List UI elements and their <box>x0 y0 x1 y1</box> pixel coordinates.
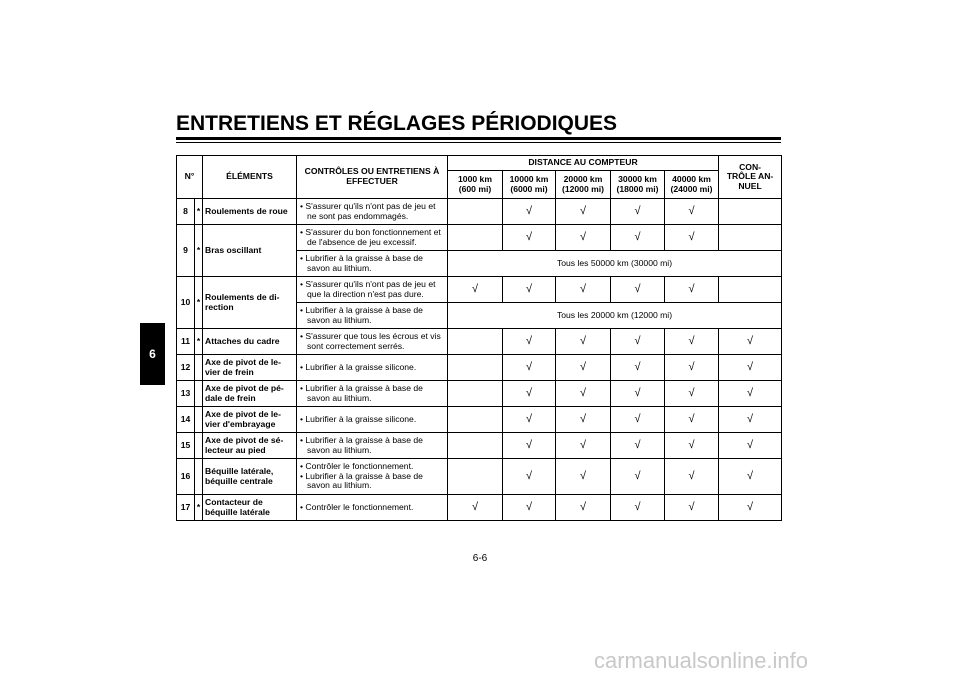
row-number: 15 <box>177 433 195 459</box>
check-cell: √ <box>665 225 719 251</box>
row-number: 16 <box>177 459 195 495</box>
row-number: 14 <box>177 407 195 433</box>
header-annual-line2: TRÔLE AN- <box>726 171 774 182</box>
check-cell: √ <box>665 459 719 495</box>
check-cell: √ <box>556 277 611 303</box>
check-cell: √ <box>556 381 611 407</box>
check-cell: √ <box>556 329 611 355</box>
row-control: • S'assurer qu'ils n'ont pas de jeu et ne sont pas endommagés. <box>297 199 448 225</box>
check-cell <box>448 225 503 251</box>
row-number: 10 <box>177 277 195 329</box>
check-cell: √ <box>719 329 782 355</box>
check-cell: √ <box>503 459 556 495</box>
check-cell: √ <box>611 277 665 303</box>
row-control: • S'assurer qu'ils n'ont pas de jeu et que la direction n'est pas dure. <box>297 277 448 303</box>
check-cell <box>719 199 782 225</box>
check-cell <box>448 407 503 433</box>
row-control: • Lubrifier à la graisse à base de savon au lithium. <box>297 433 448 459</box>
check-cell: √ <box>719 459 782 495</box>
check-cell: √ <box>448 495 503 521</box>
check-cell: √ <box>503 433 556 459</box>
row-number: 12 <box>177 355 195 381</box>
check-cell <box>448 433 503 459</box>
row-star: * <box>195 329 203 355</box>
table-row <box>177 407 782 433</box>
check-cell: √ <box>503 355 556 381</box>
table-row <box>177 355 782 381</box>
table-row <box>177 329 782 355</box>
check-cell: √ <box>665 495 719 521</box>
row-number: 8 <box>177 199 195 225</box>
header-distance: DISTANCE AU COMPTEUR <box>448 156 719 171</box>
row-star: * <box>195 199 203 225</box>
watermark: carmanualsonline.info <box>594 648 809 673</box>
header-controls <box>297 156 448 199</box>
check-cell: √ <box>611 495 665 521</box>
row-control: • Lubrifier à la graisse à base de savon au lithium. <box>297 381 448 407</box>
check-cell: √ <box>719 381 782 407</box>
header-interval: 1000 km (600 mi) <box>448 171 503 199</box>
check-cell: √ <box>611 407 665 433</box>
row-element: Béquille latérale, béquille centrale <box>203 459 297 495</box>
header-annual-line1: CON- <box>739 161 762 172</box>
row-element: Axe de pivot de pé- dale de frein <box>203 381 297 407</box>
check-cell <box>448 459 503 495</box>
check-cell: √ <box>556 225 611 251</box>
maintenance-table <box>176 155 782 521</box>
check-cell: √ <box>503 277 556 303</box>
row-element: Contacteur de béquille latérale <box>203 495 297 521</box>
check-cell: √ <box>719 433 782 459</box>
check-cell: √ <box>611 199 665 225</box>
check-cell: √ <box>665 199 719 225</box>
row-star <box>195 407 203 433</box>
row-star: * <box>195 277 203 329</box>
check-cell: √ <box>665 355 719 381</box>
check-cell: √ <box>719 495 782 521</box>
chapter-tab: 6 <box>140 323 165 385</box>
check-cell: √ <box>611 433 665 459</box>
row-star <box>195 459 203 495</box>
row-control: • S'assurer du bon fonctionnement et de l'absence de jeu excessif. <box>297 225 448 251</box>
row-star: * <box>195 225 203 277</box>
row-number: 11 <box>177 329 195 355</box>
header-elements: ÉLÉMENTS <box>203 156 297 199</box>
check-cell: √ <box>719 407 782 433</box>
check-cell <box>719 225 782 251</box>
check-cell: √ <box>611 381 665 407</box>
table-row <box>177 381 782 407</box>
check-cell: √ <box>503 407 556 433</box>
table-row <box>177 459 782 495</box>
row-element: Roulements de di- rection <box>203 277 297 329</box>
table-row <box>177 495 782 521</box>
header-interval: 20000 km (12000 mi) <box>556 171 611 199</box>
row-element: Bras oscillant <box>203 225 297 277</box>
row-control: • Contrôler le fonctionnement. • Lubrifier à la graisse à base de savon au lithium. <box>297 459 448 495</box>
check-cell: √ <box>503 495 556 521</box>
header-interval: 40000 km (24000 mi) <box>665 171 719 199</box>
page-title: ENTRETIENS ET RÉGLAGES PÉRIODIQUES <box>176 112 618 135</box>
header-annual <box>719 156 782 199</box>
check-cell <box>448 329 503 355</box>
check-cell: √ <box>503 225 556 251</box>
check-cell: √ <box>611 355 665 381</box>
check-cell: √ <box>503 329 556 355</box>
row-number: 13 <box>177 381 195 407</box>
table-row <box>177 433 782 459</box>
check-cell: √ <box>665 277 719 303</box>
interval-note: Tous les 20000 km (12000 mi) <box>448 303 782 329</box>
row-control: • Lubrifier à la graisse à base de savon au lithium. <box>297 251 448 277</box>
row-star: * <box>195 495 203 521</box>
header-controls-line1: CONTRÔLES OU ENTRETIENS À <box>304 166 440 177</box>
check-cell: √ <box>611 225 665 251</box>
title-rule-thick <box>176 137 781 140</box>
check-cell: √ <box>611 329 665 355</box>
interval-note: Tous les 50000 km (30000 mi) <box>448 251 782 277</box>
row-star <box>195 381 203 407</box>
check-cell: √ <box>665 329 719 355</box>
check-cell: √ <box>556 407 611 433</box>
row-star <box>195 433 203 459</box>
row-element: Axe de pivot de le- vier d'embrayage <box>203 407 297 433</box>
page-number: 6-6 <box>472 553 488 564</box>
row-number: 17 <box>177 495 195 521</box>
table-row <box>177 199 782 225</box>
check-cell <box>719 277 782 303</box>
row-control: • Contrôler le fonctionnement. <box>297 495 448 521</box>
row-control: • Lubrifier à la graisse à base de savon au lithium. <box>297 303 448 329</box>
row-element: Axe de pivot de sé- lecteur au pied <box>203 433 297 459</box>
check-cell: √ <box>611 459 665 495</box>
header-controls-line2: EFFECTUER <box>346 176 398 186</box>
row-star <box>195 355 203 381</box>
check-cell: √ <box>665 407 719 433</box>
row-element: Attaches du cadre <box>203 329 297 355</box>
check-cell: √ <box>503 199 556 225</box>
check-cell: √ <box>556 433 611 459</box>
check-cell: √ <box>556 355 611 381</box>
check-cell: √ <box>719 355 782 381</box>
row-element: Roulements de roue <box>203 199 297 225</box>
row-number: 9 <box>177 225 195 277</box>
table-row <box>177 225 782 251</box>
header-annual-line3: NUEL <box>738 180 762 191</box>
check-cell: √ <box>665 433 719 459</box>
check-cell: √ <box>448 277 503 303</box>
check-cell <box>448 199 503 225</box>
check-cell <box>448 381 503 407</box>
check-cell: √ <box>665 381 719 407</box>
row-control: • S'assurer que tous les écrous et vis sont correctement serrés. <box>297 329 448 355</box>
check-cell: √ <box>503 381 556 407</box>
check-cell: √ <box>556 459 611 495</box>
row-element: Axe de pivot de le- vier de frein <box>203 355 297 381</box>
title-rule-thin <box>176 142 781 143</box>
check-cell <box>448 355 503 381</box>
header-interval: 10000 km (6000 mi) <box>503 171 556 199</box>
table-row <box>177 277 782 303</box>
header-interval: 30000 km (18000 mi) <box>611 171 665 199</box>
row-control: • Lubrifier à la graisse silicone. <box>297 407 448 433</box>
check-cell: √ <box>556 199 611 225</box>
check-cell: √ <box>556 495 611 521</box>
header-no: N° <box>177 156 203 199</box>
row-control: • Lubrifier à la graisse silicone. <box>297 355 448 381</box>
